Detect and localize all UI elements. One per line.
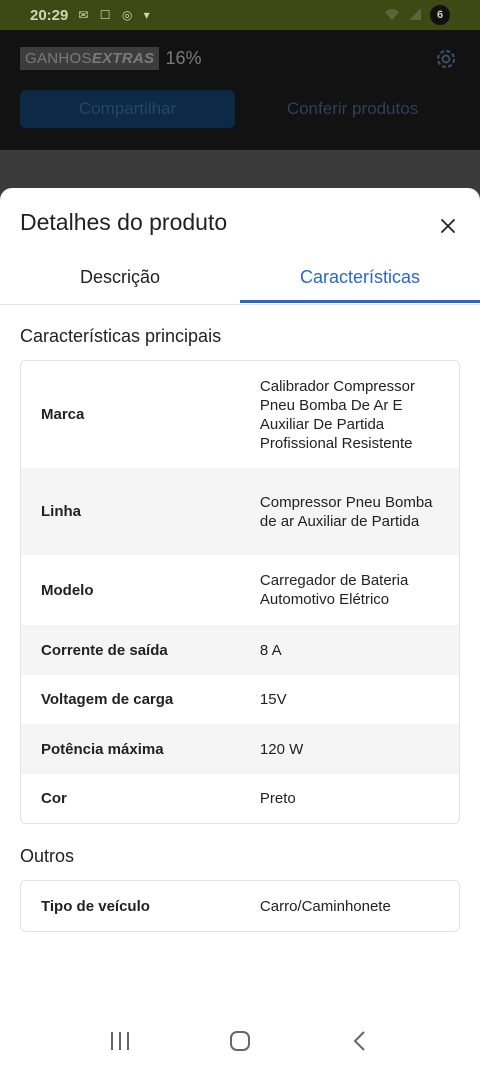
brand-logo	[20, 47, 202, 70]
row-value: 120 W	[259, 740, 304, 758]
table-row	[21, 468, 459, 555]
row-key: Potência máxima	[41, 740, 164, 758]
tab-characteristics[interactable]: Características	[299, 267, 421, 287]
row-key: Tipo de veículo	[41, 897, 150, 915]
row-key: Linha	[41, 503, 81, 520]
other-table	[20, 880, 460, 932]
table-row	[21, 555, 459, 625]
active-tab-indicator	[240, 300, 480, 303]
row-value: 15V	[259, 691, 287, 708]
close-icon[interactable]	[434, 212, 462, 240]
row-value: Calibrador Compressor Pneu Bomba De Ar E Auxiliar De Partida Profissional Resistente	[259, 377, 415, 452]
table-row	[21, 361, 459, 468]
table-row	[21, 881, 459, 931]
brand-prefix: GANHOS	[25, 50, 92, 67]
other-section-title: Outros	[20, 846, 75, 866]
table-row	[21, 625, 459, 675]
recent-apps-icon[interactable]	[100, 1021, 140, 1061]
row-value: 8 A	[259, 641, 282, 659]
table-row	[21, 774, 459, 823]
signal-icon	[408, 7, 422, 24]
battery-icon: 6	[430, 5, 450, 25]
share-button[interactable]: Compartilhar	[20, 90, 235, 128]
system-navigation-bar	[0, 1010, 480, 1072]
main-characteristics-title: Características principais	[20, 326, 222, 346]
app-header	[0, 30, 480, 150]
status-time: 20:29	[30, 6, 69, 24]
row-key: Corrente de saída	[41, 641, 168, 659]
notification-icons: ✉ ☐ ◎ ▾	[78, 8, 154, 22]
status-bar	[0, 0, 480, 30]
row-value: Carro/Caminhonete	[259, 897, 391, 915]
row-key: Voltagem de carga	[41, 691, 174, 708]
tab-bar	[0, 258, 480, 305]
status-right	[384, 5, 450, 25]
gear-icon[interactable]	[434, 47, 458, 71]
brand-percent: 16%	[165, 48, 202, 68]
table-row	[21, 675, 459, 724]
product-details-sheet	[0, 188, 480, 1072]
row-key: Cor	[41, 790, 67, 807]
brand-suffix: EXTRAS	[91, 50, 155, 67]
main-characteristics-table	[20, 360, 460, 824]
home-icon[interactable]	[220, 1021, 260, 1061]
row-value: Carregador de Bateria Automotivo Elétrico	[259, 572, 409, 608]
sheet-title: Detalhes do produto	[20, 209, 228, 235]
row-value: Preto	[259, 790, 296, 807]
back-icon[interactable]	[340, 1021, 380, 1061]
row-key: Modelo	[41, 581, 94, 599]
row-key: Marca	[41, 406, 85, 423]
wifi-icon	[384, 7, 400, 24]
view-products-button[interactable]: Conferir produtos	[286, 99, 419, 118]
tab-description[interactable]: Descrição	[79, 267, 161, 287]
table-row	[21, 724, 459, 774]
brand-badge	[20, 47, 159, 70]
row-value: Compressor Pneu Bomba de ar Auxiliar de Partida	[259, 493, 433, 530]
